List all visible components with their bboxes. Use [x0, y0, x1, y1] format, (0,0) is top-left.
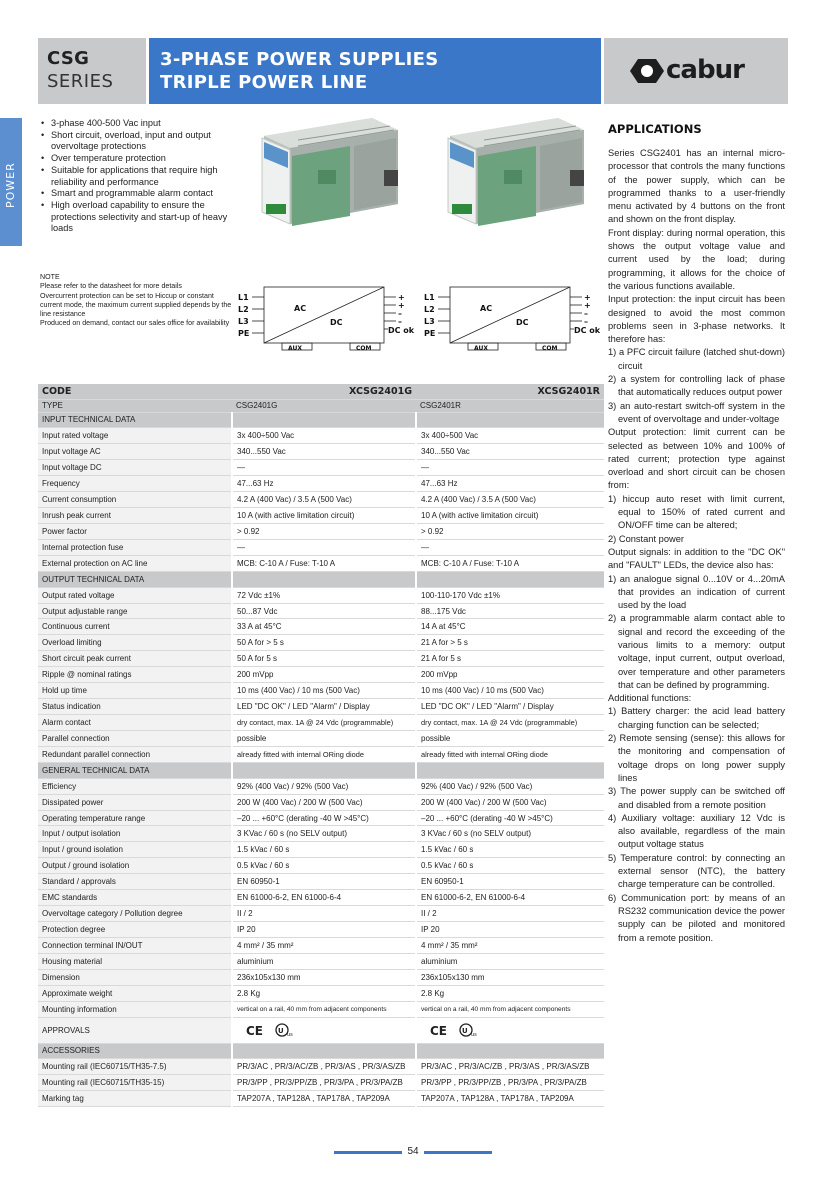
applications-title: APPLICATIONS [608, 122, 702, 136]
spec-value: PR/3/AC , PR/3/AC/ZB , PR/3/AS , PR/3/AS/ZB [232, 1059, 416, 1075]
spec-value: 92% (400 Vac) / 92% (500 Vac) [416, 778, 604, 794]
ac-label: AC [294, 304, 307, 313]
section-row [38, 571, 604, 587]
spec-value: vertical on a rail, 40 mm from adjacent components [416, 1001, 604, 1017]
aux-label: AUX [288, 345, 302, 352]
section-cell [416, 412, 604, 428]
approvals-label: APPROVALS [38, 1017, 232, 1043]
aux-label: AUX [474, 345, 488, 352]
note-line: Please refer to the datasheet for more details [40, 282, 182, 291]
spec-value: dry contact, max. 1A @ 24 Vdc (programmable) [416, 715, 604, 731]
section-tab-label: POWER [4, 162, 17, 208]
section-tab [0, 118, 22, 246]
code-row [38, 384, 604, 399]
svg-text:CE: CE [245, 1023, 263, 1037]
applications-paragraph: Additional functions: [608, 693, 692, 704]
spec-row [38, 858, 604, 874]
spec-value: 2.8 Kg [232, 985, 416, 1001]
applications-paragraph: 4) Auxiliary voltage: auxiliary 12 Vdc is also available, regardless of the main output voltage status [608, 812, 785, 850]
spec-label: Input / output isolation [38, 826, 232, 842]
spec-value: 100-110-170 Vdc ±1% [416, 587, 604, 603]
spec-row [38, 985, 604, 1001]
spec-value: PR/3/AC , PR/3/AC/ZB , PR/3/AS , PR/3/AS/ZB [416, 1059, 604, 1075]
ul-recognized-icon [457, 1023, 477, 1037]
spec-label: Overload limiting [38, 635, 232, 651]
spec-value: EN 61000-6-2, EN 61000-6-4 [416, 890, 604, 906]
ul-recognized-icon [273, 1023, 293, 1037]
spec-row [38, 444, 604, 460]
com-label: COM [542, 345, 558, 352]
page-number: 54 [407, 1146, 419, 1157]
note-block [40, 273, 235, 329]
spec-value: vertical on a rail, 40 mm from adjacent components [232, 1001, 416, 1017]
spec-row [38, 651, 604, 667]
title-block [149, 38, 601, 104]
spec-value: 50 A for > 5 s [232, 635, 416, 651]
applications-paragraph: 3) an auto-restart switch-off system in the event of overvoltage and under-voltage [608, 400, 785, 424]
spec-label: Input voltage AC [38, 444, 232, 460]
spec-label: Power factor [38, 523, 232, 539]
spec-label: Standard / approvals [38, 874, 232, 890]
product-image [254, 112, 402, 242]
title-line-2: TRIPLE POWER LINE [160, 72, 368, 93]
spec-value: already fitted with internal ORing diode [416, 746, 604, 762]
input-l3-label: L3 [238, 317, 249, 326]
svg-text:us: us [286, 1032, 293, 1038]
spec-value: EN 60950-1 [416, 874, 604, 890]
spec-value: 10 ms (400 Vac) / 10 ms (500 Vac) [232, 683, 416, 699]
type-row [38, 399, 604, 412]
spec-label: Parallel connection [38, 730, 232, 746]
spec-value: PR/3/PP , PR/3/PP/ZB , PR/3/PA , PR/3/PA/ZB [232, 1075, 416, 1091]
spec-label: Input rated voltage [38, 428, 232, 444]
brand-logo [604, 38, 788, 104]
spec-value: 2.8 Kg [416, 985, 604, 1001]
applications-text [608, 147, 785, 945]
ac-label: AC [480, 304, 493, 313]
spec-row [38, 1091, 604, 1107]
spec-label: Housing material [38, 953, 232, 969]
spec-value: possible [232, 730, 416, 746]
spec-value: — [232, 460, 416, 476]
spec-value: 200 W (400 Vac) / 200 W (500 Vac) [232, 794, 416, 810]
spec-value: 340...550 Vac [416, 444, 604, 460]
section-cell [232, 762, 416, 778]
spec-label: Frequency [38, 476, 232, 492]
applications-paragraph: 2) Remote sensing (sense): this allows for the monitoring and compensation of voltage drops on long power supply lines [608, 733, 785, 783]
feature-item: • Smart and programmable alarm contact [40, 188, 240, 200]
spec-value: 1.5 kVac / 60 s [416, 842, 604, 858]
wiring-diagram [238, 277, 416, 359]
spec-row [38, 826, 604, 842]
applications-paragraph: Front display: during normal operation, this shows the output voltage value and current used by the load; during programming, it allows for the choice of the various functions available. [608, 227, 785, 291]
spec-value: 50 A for 5 s [232, 651, 416, 667]
applications-paragraph: 1) hiccup auto reset with limit current, equal to 150% of rated current and ON/OFF time can be altered; [608, 493, 785, 531]
spec-label: Operating temperature range [38, 810, 232, 826]
spec-value: 21 A for 5 s [416, 651, 604, 667]
spec-label: Output rated voltage [38, 587, 232, 603]
spec-label: Input / ground isolation [38, 842, 232, 858]
spec-label: EMC standards [38, 890, 232, 906]
spec-value: 200 mVpp [232, 667, 416, 683]
spec-label: Input voltage DC [38, 460, 232, 476]
spec-row [38, 523, 604, 539]
spec-value: aluminium [232, 953, 416, 969]
spec-value: 4.2 A (400 Vac) / 3.5 A (500 Vac) [232, 492, 416, 508]
dc-ok-label: DC ok [574, 326, 601, 335]
spec-label: Mounting rail (IEC60715/TH35-7.5) [38, 1059, 232, 1075]
spec-row [38, 635, 604, 651]
spec-value: already fitted with internal ORing diode [232, 746, 416, 762]
spec-label: Efficiency [38, 778, 232, 794]
spec-value: 236x105x130 mm [416, 969, 604, 985]
input-l2-label: L2 [424, 305, 435, 314]
applications-paragraph: 6) Communication port: by means of an RS232 communication device the power supply can be piloted and monitored from a remote position. [608, 892, 785, 943]
input-l1-label: L1 [424, 293, 435, 302]
spec-value: 14 A at 45°C [416, 619, 604, 635]
spec-row [38, 508, 604, 524]
spec-value: EN 60950-1 [232, 874, 416, 890]
input-l2-label: L2 [238, 305, 249, 314]
spec-value: 1.5 kVac / 60 s [232, 842, 416, 858]
spec-label: Approximate weight [38, 985, 232, 1001]
spec-row [38, 683, 604, 699]
section-title: INPUT TECHNICAL DATA [38, 412, 232, 428]
spec-row [38, 794, 604, 810]
svg-text:CE: CE [429, 1023, 447, 1037]
svg-text:–: – [584, 317, 588, 326]
spec-value: 92% (400 Vac) / 92% (500 Vac) [232, 778, 416, 794]
section-cell [416, 762, 604, 778]
feature-item: • Short circuit, overload, input and output overvoltage protections [40, 130, 240, 153]
spec-label: Internal protection fuse [38, 539, 232, 555]
spec-row [38, 937, 604, 953]
spec-value: PR/3/PP , PR/3/PP/ZB , PR/3/PA , PR/3/PA/ZB [416, 1075, 604, 1091]
type-value: CSG2401R [416, 399, 604, 412]
spec-row [38, 619, 604, 635]
note-title: NOTE [40, 273, 60, 281]
section-cell [416, 1043, 604, 1059]
spec-label: Dimension [38, 969, 232, 985]
spec-value: possible [416, 730, 604, 746]
applications-paragraph: 1) a PFC circuit failure (latched shut-down) circuit [608, 347, 785, 371]
spec-label: Mounting information [38, 1001, 232, 1017]
spec-value: — [416, 460, 604, 476]
approvals-marks [416, 1017, 604, 1043]
section-cell [416, 571, 604, 587]
ce-mark-icon [246, 1024, 264, 1037]
note-line: Produced on demand, contact our sales office for availability [40, 319, 230, 328]
spec-value: 47...63 Hz [232, 476, 416, 492]
applications-paragraph: 5) Temperature control: by connecting an external sensor (NTC), the battery charge temperature can be controlled. [608, 852, 785, 890]
spec-label: Marking tag [38, 1091, 232, 1107]
spec-value: TAP207A , TAP128A , TAP178A , TAP209A [232, 1091, 416, 1107]
spec-row [38, 969, 604, 985]
spec-label: Current consumption [38, 492, 232, 508]
section-row [38, 412, 604, 428]
section-cell [232, 412, 416, 428]
dc-label: DC [330, 318, 343, 327]
spec-label: Alarm contact [38, 715, 232, 731]
applications-paragraph: 2) Constant power [608, 533, 684, 544]
feature-item: • 3-phase 400-500 Vac input [40, 118, 240, 130]
spec-row [38, 953, 604, 969]
spec-label: Hold up time [38, 683, 232, 699]
spec-value: LED "DC OK" / LED "Alarm" / Display [416, 699, 604, 715]
input-l3-label: L3 [424, 317, 435, 326]
spec-row [38, 842, 604, 858]
spec-label: Output / ground isolation [38, 858, 232, 874]
spec-value: 236x105x130 mm [232, 969, 416, 985]
spec-row [38, 810, 604, 826]
spec-value: II / 2 [416, 906, 604, 922]
spec-value: — [416, 539, 604, 555]
spec-value: 4 mm² / 35 mm² [232, 937, 416, 953]
spec-value: > 0.92 [232, 523, 416, 539]
title-line-1: 3-PHASE POWER SUPPLIES [160, 49, 439, 70]
spec-row [38, 667, 604, 683]
note-line: Overcurrent protection can be set to Hiccup or constant current mode, the maximum current supplied depends by the line resistance [40, 291, 232, 319]
spec-row [38, 492, 604, 508]
footer-rule [424, 1151, 492, 1154]
applications-paragraph: 1) Battery charger: the acid lead battery charging function can be selected; [608, 706, 785, 730]
spec-label: Status indication [38, 699, 232, 715]
spec-value: MCB: C-10 A / Fuse: T-10 A [232, 555, 416, 571]
spec-row [38, 922, 604, 938]
code-value: XCSG2401G [232, 384, 416, 399]
spec-value: > 0.92 [416, 523, 604, 539]
footer-rule [334, 1151, 402, 1154]
spec-row [38, 476, 604, 492]
spec-value: 200 W (400 Vac) / 200 W (500 Vac) [416, 794, 604, 810]
spec-row [38, 460, 604, 476]
applications-paragraph: Series CSG2401 has an internal micro-processor that controls the many functions of the power supply, which can be programmed thanks to a user-friendly menu activated by 4 buttons on the front and shown on the front display. [608, 148, 785, 225]
spec-row [38, 539, 604, 555]
spec-value: –20 ... +60°C (derating -40 W >45°C) [416, 810, 604, 826]
spec-value: — [232, 539, 416, 555]
svg-text:+: + [584, 301, 591, 310]
spec-value: 3x 400÷500 Vac [416, 428, 604, 444]
applications-paragraph: Output protection: limit current can be selected as between 10% and 100% of rated current; protection type against overload and short circuit can be chosen from: [608, 427, 785, 491]
spec-row [38, 555, 604, 571]
spec-row [38, 603, 604, 619]
spec-value: 10 A (with active limitation circuit) [232, 508, 416, 524]
section-cell [232, 571, 416, 587]
code-value: XCSG2401R [416, 384, 604, 399]
cabur-logo-icon [630, 59, 664, 83]
input-l1-label: L1 [238, 293, 249, 302]
section-title: ACCESSORIES [38, 1043, 232, 1059]
spec-row [38, 428, 604, 444]
series-block [38, 38, 146, 104]
spec-label: Dissipated power [38, 794, 232, 810]
section-row [38, 762, 604, 778]
spec-value: 3 KVac / 60 s (no SELV output) [416, 826, 604, 842]
applications-paragraph: Output signals: in addition to the "DC OK" and "FAULT" LEDs, the device also has: [608, 546, 785, 571]
spec-value: 0.5 kVac / 60 s [416, 858, 604, 874]
spec-value: 4 mm² / 35 mm² [416, 937, 604, 953]
spec-value: aluminium [416, 953, 604, 969]
applications-paragraph: 2) a system for controlling lack of phase that automatically reduces output power [608, 374, 785, 398]
svg-text:U: U [277, 1027, 284, 1036]
spec-row [38, 715, 604, 731]
feature-list [40, 118, 240, 235]
spec-row [38, 746, 604, 762]
spec-value: IP 20 [232, 922, 416, 938]
feature-item: • Suitable for applications that require high reliability and performance [40, 165, 240, 188]
approvals-row [38, 1017, 604, 1043]
spec-value: –20 ... +60°C (derating -40 W >45°C) [232, 810, 416, 826]
section-row [38, 1043, 604, 1059]
input-pe-label: PE [238, 329, 250, 338]
svg-text:us: us [470, 1032, 477, 1038]
svg-text:–: – [584, 309, 588, 318]
spec-value: 72 Vdc ±1% [232, 587, 416, 603]
spec-row [38, 699, 604, 715]
type-value: CSG2401G [232, 399, 416, 412]
svg-text:+: + [584, 293, 591, 302]
spec-label: Connection terminal IN/OUT [38, 937, 232, 953]
input-pe-label: PE [424, 329, 436, 338]
section-cell [232, 1043, 416, 1059]
spec-value: 88...175 Vdc [416, 603, 604, 619]
feature-item: • Over temperature protection [40, 153, 240, 165]
spec-row [38, 1075, 604, 1091]
spec-row [38, 587, 604, 603]
spec-value: 0.5 kVac / 60 s [232, 858, 416, 874]
svg-text:–: – [398, 317, 402, 326]
spec-value: 50...87 Vdc [232, 603, 416, 619]
spec-value: 340...550 Vac [232, 444, 416, 460]
spec-value: II / 2 [232, 906, 416, 922]
spec-label: Redundant parallel connection [38, 746, 232, 762]
spec-value: 200 mVpp [416, 667, 604, 683]
spec-value: 21 A for > 5 s [416, 635, 604, 651]
applications-paragraph: Input protection: the input circuit has been designed to avoid the most common problems seen in 3-phase networks. It therefore has: [608, 294, 785, 345]
wiring-diagram [424, 277, 602, 359]
com-label: COM [356, 345, 372, 352]
spec-value: 3 KVac / 60 s (no SELV output) [232, 826, 416, 842]
spec-value: 3x 400÷500 Vac [232, 428, 416, 444]
series-code: CSG [47, 48, 90, 69]
spec-row [38, 906, 604, 922]
spec-value: MCB: C-10 A / Fuse: T-10 A [416, 555, 604, 571]
spec-value: EN 61000-6-2, EN 61000-6-4 [232, 890, 416, 906]
svg-text:U: U [461, 1027, 468, 1036]
applications-paragraph: 3) The power supply can be switched off and disabled from a remote position [608, 786, 785, 810]
spec-value: TAP207A , TAP128A , TAP178A , TAP209A [416, 1091, 604, 1107]
spec-label: Ripple @ nominal ratings [38, 667, 232, 683]
svg-text:+: + [398, 301, 405, 310]
svg-text:+: + [398, 293, 405, 302]
spec-value: LED "DC OK" / LED "Alarm" / Display [232, 699, 416, 715]
spec-row [38, 1001, 604, 1017]
spec-value: 10 ms (400 Vac) / 10 ms (500 Vac) [416, 683, 604, 699]
section-title: GENERAL TECHNICAL DATA [38, 762, 232, 778]
spec-label: Mounting rail (IEC60715/TH35-15) [38, 1075, 232, 1091]
spec-label: Short circuit peak current [38, 651, 232, 667]
section-title: OUTPUT TECHNICAL DATA [38, 571, 232, 587]
spec-value: 10 A (with active limitation circuit) [416, 508, 604, 524]
spec-value: 47...63 Hz [416, 476, 604, 492]
spec-row [38, 730, 604, 746]
spec-row [38, 1059, 604, 1075]
type-label: TYPE [38, 399, 232, 412]
spec-label: Continuous current [38, 619, 232, 635]
spec-value: IP 20 [416, 922, 604, 938]
spec-label: Overvoltage category / Pollution degree [38, 906, 232, 922]
spec-value: 4.2 A (400 Vac) / 3.5 A (500 Vac) [416, 492, 604, 508]
spec-value: dry contact, max. 1A @ 24 Vdc (programmable) [232, 715, 416, 731]
feature-item: • High overload capability to ensure the protections selectivity and start-up of heavy loads [40, 200, 240, 235]
svg-text:–: – [398, 309, 402, 318]
code-label: CODE [38, 384, 232, 399]
series-label: SERIES [47, 71, 114, 92]
brand-name: cabur [666, 55, 744, 85]
spec-row [38, 890, 604, 906]
ce-mark-icon [430, 1024, 448, 1037]
spec-row [38, 778, 604, 794]
spec-label: Output adjustable range [38, 603, 232, 619]
product-image [440, 112, 588, 242]
spec-row [38, 874, 604, 890]
spec-table [38, 384, 604, 1107]
spec-label: Protection degree [38, 922, 232, 938]
spec-label: Inrush peak current [38, 508, 232, 524]
spec-value: 33 A at 45°C [232, 619, 416, 635]
dc-ok-label: DC ok [388, 326, 415, 335]
approvals-marks [232, 1017, 416, 1043]
applications-paragraph: 1) an analogue signal 0...10V or 4...20mA that provides an indication of current used by the load [608, 573, 785, 611]
dc-label: DC [516, 318, 529, 327]
spec-label: External protection on AC line [38, 555, 232, 571]
applications-paragraph: 2) a programmable alarm contact able to signal and record the exceeding of the various limits to a memory: output voltage, input current, output overload, over temperature and other parameters that can be defined by programming. [608, 613, 785, 690]
